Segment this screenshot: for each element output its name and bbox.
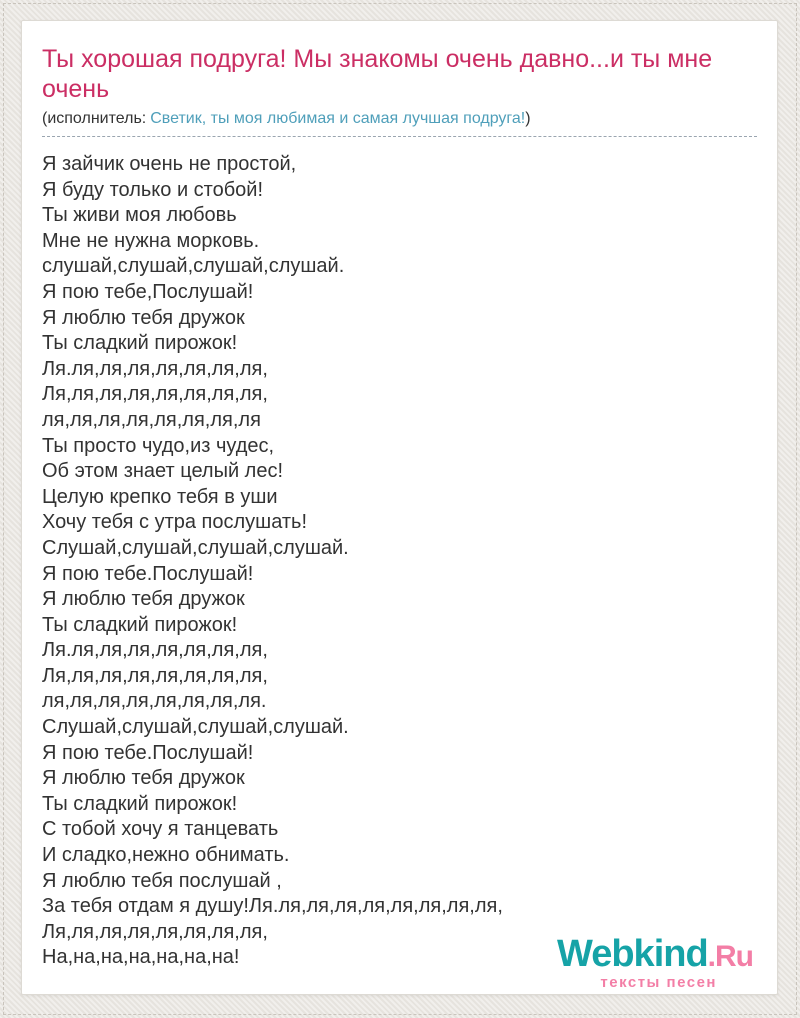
lyric-line: ля,ля,ля,ля,ля,ля,ля,ля.	[42, 690, 267, 713]
lyric-line: Хочу тебя с утра послушать!	[42, 511, 308, 534]
lyric-line: На,на,на,на,на,на,на!	[42, 946, 240, 969]
lyric-line: Я пою тебе,Послушай!	[42, 280, 254, 303]
artist-line	[42, 109, 757, 137]
artist-label: (исполнитель:	[42, 110, 147, 127]
lyric-line: Ля,ля,ля,ля,ля,ля,ля,ля,	[42, 383, 268, 406]
lyric-line: слушай,слушай,слушай,слушай.	[42, 255, 345, 278]
lyric-line: Ля.ля,ля,ля,ля,ля,ля,ля,	[42, 639, 268, 662]
lyric-line: За тебя отдам я душу!Ля.ля,ля,ля,ля,ля,ля,ля,ля,	[42, 895, 503, 918]
artist-line-suffix: )	[525, 110, 531, 127]
lyric-line: Я пою тебе.Послушай!	[42, 741, 254, 764]
lyric-line: Ля,ля,ля,ля,ля,ля,ля,ля,	[42, 664, 268, 687]
lyric-line: Слушай,слушай,слушай,слушай.	[42, 536, 349, 559]
lyric-line: Ты просто чудо,из чудес,	[42, 434, 275, 457]
lyric-line: Я люблю тебя послушай ,	[42, 869, 282, 892]
page-title: Ты хорошая подруга! Мы знакомы очень давно...и ты мне очень	[42, 45, 713, 103]
lyric-line: ля,ля,ля,ля,ля,ля,ля,ля	[42, 408, 261, 431]
lyrics-text	[42, 152, 757, 971]
logo-ru-text: .Ru	[707, 940, 753, 973]
lyric-line: Ты сладкий пирожок!	[42, 613, 238, 636]
lyric-line: Ля.ля,ля,ля,ля,ля,ля,ля,	[42, 357, 268, 380]
artist-link[interactable]: Светик, ты моя любимая и самая лучшая подруга!	[150, 110, 526, 127]
lyric-line: Я буду только и стобой!	[42, 178, 264, 201]
lyric-line: С тобой хочу я танцевать	[42, 818, 279, 841]
logo-tagline: тексты песен	[600, 974, 717, 991]
lyric-line: Я люблю тебя дружок	[42, 588, 245, 611]
webkind-logo[interactable]	[557, 935, 753, 990]
lyric-line: Слушай,слушай,слушай,слушай.	[42, 716, 349, 739]
logo-webkind-text: Webkind	[557, 933, 708, 975]
lyric-line: Мне не нужна морковь.	[42, 229, 260, 252]
lyric-line: Я зайчик очень не простой,	[42, 153, 297, 175]
lyric-line: Ля,ля,ля,ля,ля,ля,ля,ля,	[42, 920, 268, 943]
logo-wordmark	[557, 933, 753, 975]
content-card	[21, 20, 778, 995]
lyric-line: Я люблю тебя дружок	[42, 306, 245, 329]
lyric-line: Ты сладкий пирожок!	[42, 792, 238, 815]
lyric-line: Я пою тебе.Послушай!	[42, 562, 254, 585]
lyric-line: И сладко,нежно обнимать.	[42, 844, 290, 867]
lyric-line: Ты сладкий пирожок!	[42, 332, 238, 355]
lyric-line: Целую крепко тебя в уши	[42, 485, 278, 508]
lyric-line: Об этом знает целый лес!	[42, 460, 284, 483]
lyric-line: Я люблю тебя дружок	[42, 767, 245, 790]
lyric-line: Ты живи моя любовь	[42, 204, 237, 227]
